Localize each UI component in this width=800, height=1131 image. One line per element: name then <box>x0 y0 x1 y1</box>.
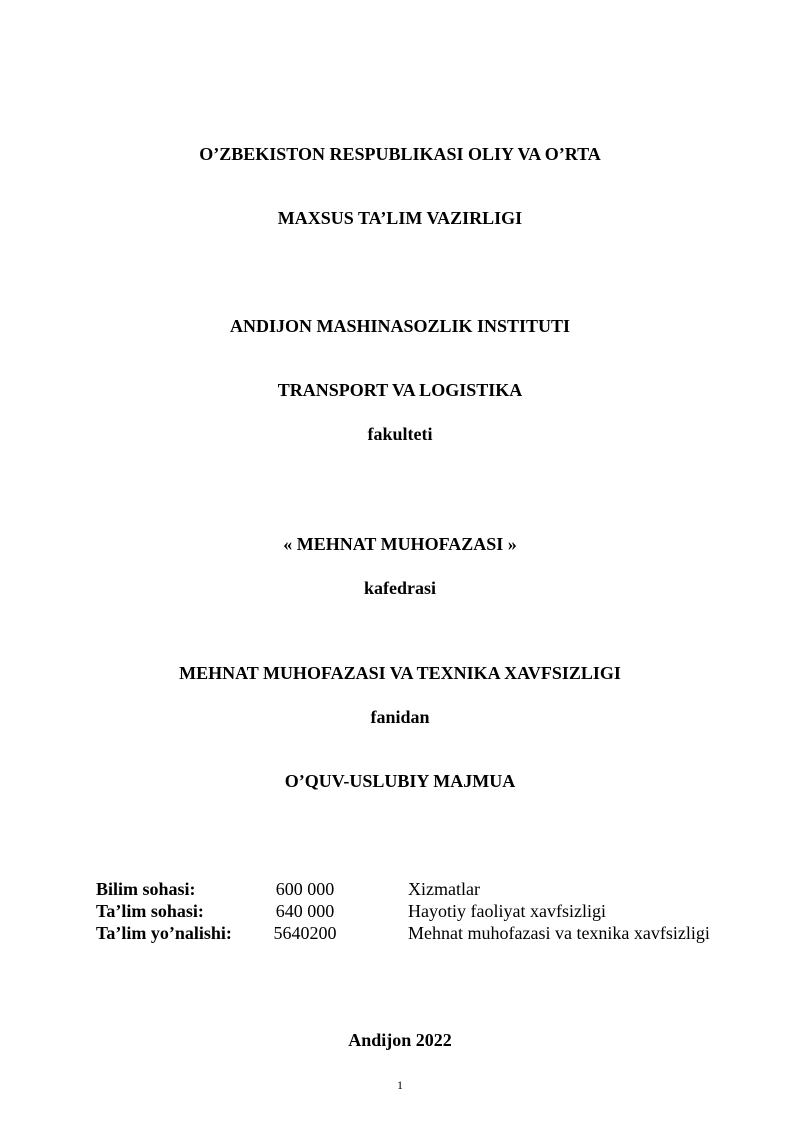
classification-row <box>0 878 800 900</box>
classification-name: Xizmatlar <box>408 879 480 899</box>
classification-code: 640 000 <box>275 901 335 921</box>
city-year: Andijon 2022 <box>348 1030 452 1050</box>
ministry-title-line1: O’ZBEKISTON RESPUBLIKASI OLIY VA O’RTA <box>199 144 601 164</box>
classification-code: 600 000 <box>275 879 335 899</box>
classification-row <box>0 922 800 944</box>
classification-name: Mehnat muhofazasi va texnika xavfsizligi <box>408 923 710 943</box>
faculty-name: TRANSPORT VA LOGISTIKA <box>277 380 523 400</box>
ministry-title-line2: MAXSUS TA’LIM VAZIRLIGI <box>277 208 523 228</box>
classification-row <box>0 900 800 922</box>
classification-label: Ta’lim yo’nalishi: <box>96 923 232 943</box>
subject-title: MEHNAT MUHOFAZASI VA TEXNIKA XAVFSIZLIGI <box>179 663 621 683</box>
department-label: kafedrasi <box>364 578 436 598</box>
classification-label: Ta’lim sohasi: <box>96 901 204 921</box>
institute-name: ANDIJON MASHINASOZLIK INSTITUTI <box>229 316 571 336</box>
subject-suffix: fanidan <box>370 707 430 727</box>
classification-code: 5640200 <box>273 923 337 943</box>
document-type: O’QUV-USLUBIY MAJMUA <box>284 771 516 791</box>
classification-label: Bilim sohasi: <box>96 879 196 899</box>
classification-name: Hayotiy faoliyat xavfsizligi <box>408 901 606 921</box>
faculty-label: fakulteti <box>367 424 433 444</box>
page-number: 1 <box>397 1078 403 1092</box>
department-name: « MEHNAT MUHOFAZASI » <box>283 534 517 554</box>
